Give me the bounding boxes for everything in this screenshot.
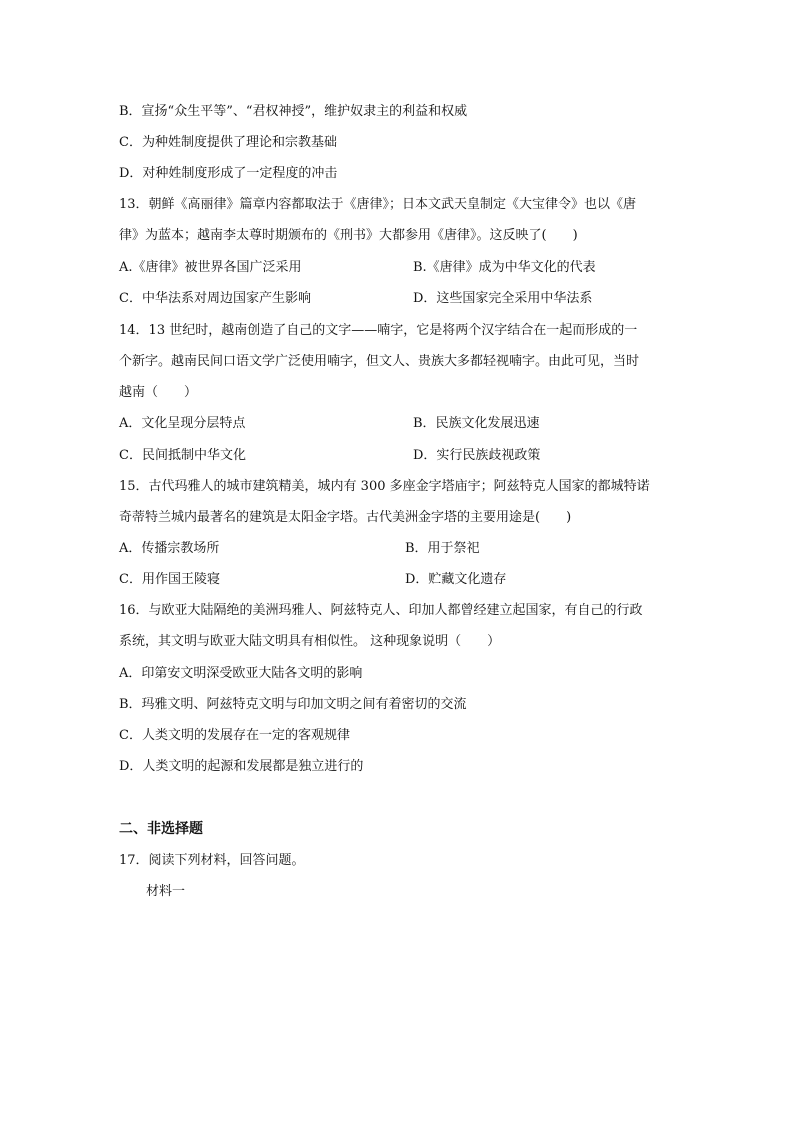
material-1-label: 材料一 [146,884,186,899]
question-16-option-d: D．人类文明的起源和发展都是独立进行的 [119,759,364,774]
question-14-option-a: A．文化呈现分层特点 [119,416,246,431]
question-14-line3: 越南（ ） [119,385,198,400]
question-14-line2: 个新字。越南民间口语文学广泛使用喃字，但文人、贵族大多都轻视喃字。由此可见，当时 [119,354,640,369]
question-16-option-c: C．人类文明的发展存在一定的客观规律 [119,728,350,743]
question-15-option-d: D．贮藏文化遗存 [405,572,507,587]
question-13-line2: 律》为蓝本；越南李太尊时期颁布的《刑书》大都参用《唐律》。这反映了( ) [119,228,578,243]
question-15-line2: 奇蒂特兰城内最著名的建筑是太阳金字塔。古代美洲金字塔的主要用途是( ) [119,510,572,525]
question-13-option-d: D．这些国家完全采用中华法系 [413,291,593,306]
question-16-option-b: B．玛雅文明、阿兹特克文明与印加文明之间有着密切的交流 [119,697,467,712]
question-13-line1: 13．朝鲜《高丽律》篇章内容都取法于《唐律》；日本文武天皇制定《大宝律令》也以《唐 [119,197,637,212]
question-15-option-b: B．用于祭祀 [405,541,480,556]
question-17-prompt: 17．阅读下列材料，回答问题。 [119,853,305,868]
question-13-option-b: B.《唐律》成为中华文化的代表 [413,260,596,275]
option-b-prev: B．宣扬“众生平等”、“君权神授”，维护奴隶主的利益和权威 [119,104,468,119]
option-d-prev: D．对种姓制度形成了一定程度的冲击 [119,166,338,181]
question-14-option-d: D．实行民族歧视政策 [413,448,541,463]
question-15-line1: 15．古代玛雅人的城市建筑精美，城内有 300 多座金字塔庙宇；阿兹特克人国家的都城特诺 [119,479,650,494]
question-15-option-a: A．传播宗教场所 [119,541,220,556]
question-16-line2: 系统，其文明与欧亚大陆文明具有相似性。 这种现象说明（ ） [119,634,501,649]
question-16-line1: 16．与欧亚大陆隔绝的美洲玛雅人、阿兹特克人、印加人都曾经建立起国家，有自己的行政 [119,603,643,618]
option-c-prev: C．为种姓制度提供了理论和宗教基础 [119,135,337,150]
section-heading: 二、非选择题 [119,821,203,837]
question-16-option-a: A．印第安文明深受欧亚大陆各文明的影响 [119,666,363,681]
question-14-option-b: B．民族文化发展迅速 [413,416,540,431]
question-14-line1: 14．13 世纪时，越南创造了自己的文字——喃字，它是将两个汉字结合在一起而形成的一 [119,323,638,338]
question-15-option-c: C．用作国王陵寝 [119,572,220,587]
question-13-option-a: A.《唐律》被世界各国广泛采用 [119,260,302,275]
question-13-option-c: C．中华法系对周边国家产生影响 [119,291,311,306]
question-14-option-c: C．民间抵制中华文化 [119,448,246,463]
